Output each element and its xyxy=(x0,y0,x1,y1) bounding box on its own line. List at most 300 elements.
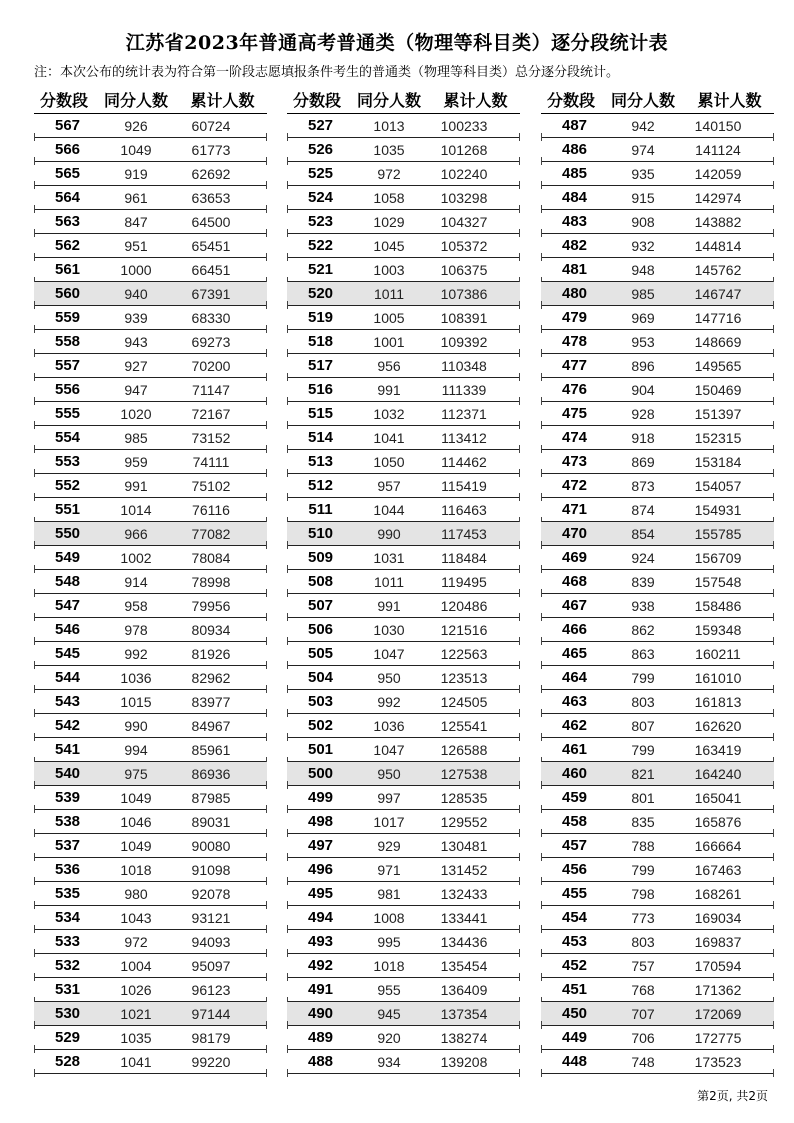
count-cell: 939 xyxy=(124,309,148,326)
table-row xyxy=(34,618,267,642)
count-cell: 1049 xyxy=(120,789,152,806)
cumulative-cell: 81926 xyxy=(191,645,231,662)
count-cell: 748 xyxy=(631,1053,655,1070)
cumulative-cell: 103298 xyxy=(440,189,488,206)
table-row xyxy=(541,810,774,834)
count-cell: 985 xyxy=(124,429,148,446)
cumulative-cell: 167463 xyxy=(694,861,742,878)
cumulative-cell: 153184 xyxy=(694,453,742,470)
count-cell: 978 xyxy=(124,621,148,638)
score-cell: 555 xyxy=(54,405,81,422)
score-cell: 477 xyxy=(561,357,588,374)
count-cell: 955 xyxy=(377,981,401,998)
table-row xyxy=(34,1002,267,1026)
cumulative-cell: 61773 xyxy=(191,141,231,158)
score-cell: 562 xyxy=(54,237,81,254)
row-tick-left xyxy=(34,1069,35,1077)
score-cell: 563 xyxy=(54,213,81,230)
count-cell: 932 xyxy=(631,237,655,254)
table-row xyxy=(34,594,267,618)
score-cell: 449 xyxy=(561,1029,588,1046)
score-cell: 500 xyxy=(307,765,334,782)
count-cell: 1011 xyxy=(373,285,405,302)
cumulative-cell: 149565 xyxy=(694,357,742,374)
cumulative-cell: 132433 xyxy=(440,885,488,902)
score-cell: 457 xyxy=(561,837,588,854)
score-cell: 448 xyxy=(561,1053,588,1070)
cumulative-cell: 130481 xyxy=(440,837,488,854)
score-cell: 540 xyxy=(54,765,81,782)
header-score: 分数段 xyxy=(546,90,595,110)
table-row xyxy=(34,834,267,858)
table-row xyxy=(287,114,520,138)
cumulative-cell: 133441 xyxy=(440,909,488,926)
cumulative-cell: 66451 xyxy=(191,261,231,278)
cumulative-cell: 128535 xyxy=(440,789,488,806)
count-cell: 926 xyxy=(124,117,148,134)
score-cell: 530 xyxy=(54,1005,81,1022)
score-cell: 502 xyxy=(307,717,334,734)
score-cell: 564 xyxy=(54,189,81,206)
table-row xyxy=(34,570,267,594)
count-cell: 869 xyxy=(631,453,655,470)
table-row xyxy=(34,162,267,186)
count-cell: 1035 xyxy=(120,1029,152,1046)
count-cell: 1017 xyxy=(373,813,405,830)
table-row xyxy=(34,474,267,498)
count-cell: 1001 xyxy=(373,333,405,350)
score-cell: 504 xyxy=(307,669,334,686)
score-cell: 515 xyxy=(307,405,334,422)
cumulative-cell: 124505 xyxy=(440,693,488,710)
count-cell: 799 xyxy=(631,741,655,758)
score-cell: 450 xyxy=(561,1005,588,1022)
cumulative-cell: 107386 xyxy=(440,285,488,302)
count-cell: 799 xyxy=(631,861,655,878)
score-cell: 529 xyxy=(54,1029,81,1046)
cumulative-cell: 146747 xyxy=(694,285,742,302)
count-cell: 1030 xyxy=(373,621,405,638)
count-cell: 1045 xyxy=(373,237,405,254)
table-body xyxy=(34,113,267,1074)
cumulative-cell: 145762 xyxy=(694,261,742,278)
cumulative-cell: 160211 xyxy=(695,645,741,662)
count-cell: 1004 xyxy=(120,957,152,974)
table-row xyxy=(541,210,774,234)
count-cell: 951 xyxy=(124,237,148,254)
score-table-3 xyxy=(541,85,774,1074)
table-row xyxy=(541,570,774,594)
table-row xyxy=(34,546,267,570)
table-row xyxy=(34,930,267,954)
score-cell: 452 xyxy=(561,957,588,974)
cumulative-cell: 150469 xyxy=(694,381,742,398)
count-cell: 1050 xyxy=(373,453,405,470)
cumulative-cell: 148669 xyxy=(694,333,742,350)
table-row xyxy=(34,378,267,402)
table-row xyxy=(541,1026,774,1050)
table-row xyxy=(541,858,774,882)
score-cell: 484 xyxy=(561,189,588,206)
table-row xyxy=(34,282,267,306)
score-cell: 526 xyxy=(307,141,334,158)
table-row xyxy=(541,1050,774,1074)
cumulative-cell: 73152 xyxy=(191,429,231,446)
cumulative-cell: 64500 xyxy=(191,213,231,230)
table-row xyxy=(287,186,520,210)
table-row xyxy=(287,1026,520,1050)
score-cell: 478 xyxy=(561,333,588,350)
score-cell: 485 xyxy=(561,165,588,182)
count-cell: 1047 xyxy=(373,741,405,758)
score-cell: 542 xyxy=(54,717,81,734)
score-tables xyxy=(34,85,774,1075)
count-cell: 908 xyxy=(631,213,655,230)
score-cell: 486 xyxy=(561,141,588,158)
score-cell: 505 xyxy=(307,645,334,662)
table-row xyxy=(287,330,520,354)
count-cell: 1013 xyxy=(373,117,405,134)
table-row xyxy=(541,882,774,906)
score-cell: 508 xyxy=(307,573,334,590)
score-cell: 503 xyxy=(307,693,334,710)
header-cumulative: 累计人数 xyxy=(190,90,255,110)
count-cell: 1011 xyxy=(373,573,405,590)
cumulative-cell: 166664 xyxy=(694,837,742,854)
score-cell: 481 xyxy=(561,261,588,278)
cumulative-cell: 106375 xyxy=(440,261,488,278)
count-cell: 821 xyxy=(631,765,655,782)
count-cell: 1032 xyxy=(373,405,405,422)
cumulative-cell: 120486 xyxy=(440,597,488,614)
count-cell: 1018 xyxy=(373,957,405,974)
cumulative-cell: 154057 xyxy=(694,477,742,494)
cumulative-cell: 144814 xyxy=(694,237,742,254)
table-row xyxy=(287,522,520,546)
score-cell: 498 xyxy=(307,813,334,830)
count-cell: 928 xyxy=(631,405,655,422)
score-cell: 527 xyxy=(307,117,334,134)
table-row xyxy=(34,810,267,834)
count-cell: 992 xyxy=(377,693,401,710)
cumulative-cell: 121516 xyxy=(440,621,488,638)
cumulative-cell: 97144 xyxy=(191,1005,231,1022)
table-row xyxy=(541,1002,774,1026)
cumulative-cell: 118484 xyxy=(441,549,487,566)
cumulative-cell: 102240 xyxy=(440,165,488,182)
cumulative-cell: 85961 xyxy=(191,741,231,758)
cumulative-cell: 78998 xyxy=(191,573,231,590)
cumulative-cell: 80934 xyxy=(191,621,231,638)
table-row xyxy=(541,714,774,738)
cumulative-cell: 91098 xyxy=(191,861,231,878)
score-cell: 537 xyxy=(54,837,81,854)
table-row xyxy=(541,834,774,858)
score-cell: 492 xyxy=(307,957,334,974)
cumulative-cell: 68330 xyxy=(191,309,231,326)
score-cell: 549 xyxy=(54,549,81,566)
score-cell: 465 xyxy=(561,645,588,662)
cumulative-cell: 165876 xyxy=(694,813,742,830)
count-cell: 966 xyxy=(124,525,148,542)
table-row xyxy=(287,978,520,1002)
score-cell: 490 xyxy=(307,1005,334,1022)
row-tick-left xyxy=(541,1069,542,1077)
count-cell: 1018 xyxy=(120,861,152,878)
count-cell: 874 xyxy=(631,501,655,518)
count-cell: 957 xyxy=(377,477,401,494)
cumulative-cell: 159348 xyxy=(694,621,742,638)
count-cell: 807 xyxy=(631,717,655,734)
count-cell: 847 xyxy=(124,213,148,230)
page-indicator: 第2页, 共2页 xyxy=(697,1089,768,1103)
table-row xyxy=(34,738,267,762)
count-cell: 990 xyxy=(124,717,148,734)
count-cell: 938 xyxy=(631,597,655,614)
table-body xyxy=(541,113,774,1074)
cumulative-cell: 67391 xyxy=(191,285,231,302)
table-row xyxy=(287,834,520,858)
cumulative-cell: 72167 xyxy=(191,405,231,422)
table-row xyxy=(34,402,267,426)
table-row xyxy=(34,522,267,546)
cumulative-cell: 142974 xyxy=(694,189,742,206)
table-row xyxy=(287,498,520,522)
header-score: 分数段 xyxy=(39,90,88,110)
table-row xyxy=(287,642,520,666)
cumulative-cell: 94093 xyxy=(191,933,231,950)
table-row xyxy=(34,426,267,450)
cumulative-cell: 172775 xyxy=(694,1029,742,1046)
score-cell: 532 xyxy=(54,957,81,974)
count-cell: 981 xyxy=(377,885,401,902)
count-cell: 953 xyxy=(631,333,655,350)
table-row xyxy=(541,906,774,930)
table-row xyxy=(34,762,267,786)
cumulative-cell: 63653 xyxy=(191,189,231,206)
table-row xyxy=(541,978,774,1002)
count-cell: 948 xyxy=(631,261,655,278)
table-header xyxy=(287,85,520,113)
table-row xyxy=(34,954,267,978)
score-cell: 491 xyxy=(307,981,334,998)
cumulative-cell: 165041 xyxy=(694,789,742,806)
count-cell: 863 xyxy=(631,645,655,662)
score-cell: 551 xyxy=(54,501,81,518)
score-cell: 558 xyxy=(54,333,81,350)
score-cell: 493 xyxy=(307,933,334,950)
table-row xyxy=(541,162,774,186)
table-row xyxy=(541,234,774,258)
score-cell: 560 xyxy=(54,285,81,302)
table-row xyxy=(287,426,520,450)
score-cell: 553 xyxy=(54,453,81,470)
table-row xyxy=(287,786,520,810)
cumulative-cell: 125541 xyxy=(440,717,488,734)
count-cell: 1036 xyxy=(373,717,405,734)
score-cell: 548 xyxy=(54,573,81,590)
table-row xyxy=(541,738,774,762)
table-row xyxy=(287,882,520,906)
cumulative-cell: 171362 xyxy=(694,981,742,998)
score-cell: 534 xyxy=(54,909,81,926)
count-cell: 1031 xyxy=(373,549,405,566)
table-row xyxy=(541,690,774,714)
count-cell: 972 xyxy=(377,165,401,182)
count-cell: 788 xyxy=(631,837,655,854)
score-cell: 467 xyxy=(561,597,588,614)
score-cell: 497 xyxy=(307,837,334,854)
cumulative-cell: 108391 xyxy=(440,309,488,326)
count-cell: 972 xyxy=(124,933,148,950)
score-cell: 463 xyxy=(561,693,588,710)
table-row xyxy=(541,474,774,498)
cumulative-cell: 131452 xyxy=(440,861,488,878)
cumulative-cell: 76116 xyxy=(192,501,230,518)
count-cell: 919 xyxy=(124,165,148,182)
count-cell: 990 xyxy=(377,525,401,542)
score-cell: 473 xyxy=(561,453,588,470)
table-row xyxy=(287,930,520,954)
score-cell: 538 xyxy=(54,813,81,830)
score-cell: 511 xyxy=(308,501,333,518)
header-count: 同分人数 xyxy=(356,90,421,110)
cumulative-cell: 111339 xyxy=(441,381,487,398)
count-cell: 896 xyxy=(631,357,655,374)
cumulative-cell: 114462 xyxy=(441,453,487,470)
cumulative-cell: 142059 xyxy=(694,165,742,182)
count-cell: 904 xyxy=(631,381,655,398)
table-row xyxy=(287,306,520,330)
count-cell: 873 xyxy=(631,477,655,494)
cumulative-cell: 62692 xyxy=(191,165,231,182)
count-cell: 914 xyxy=(124,573,148,590)
cumulative-cell: 99220 xyxy=(191,1053,231,1070)
count-cell: 947 xyxy=(124,381,148,398)
count-cell: 1002 xyxy=(120,549,152,566)
cumulative-cell: 143882 xyxy=(694,213,742,230)
cumulative-cell: 89031 xyxy=(191,813,231,830)
table-row xyxy=(287,570,520,594)
count-cell: 1041 xyxy=(373,429,405,446)
cumulative-cell: 116463 xyxy=(441,501,487,518)
cumulative-cell: 100233 xyxy=(440,117,488,134)
count-cell: 991 xyxy=(377,381,401,398)
count-cell: 927 xyxy=(124,357,148,374)
table-row xyxy=(541,786,774,810)
score-cell: 547 xyxy=(54,597,81,614)
score-cell: 565 xyxy=(54,165,81,182)
score-table-2 xyxy=(287,85,520,1074)
cumulative-cell: 77082 xyxy=(191,525,231,542)
table-row xyxy=(541,186,774,210)
page-title: 江苏省2023年普通高考普通类（物理等科目类）逐分段统计表 xyxy=(125,32,669,54)
count-cell: 803 xyxy=(631,933,655,950)
count-cell: 940 xyxy=(124,285,148,302)
count-cell: 943 xyxy=(124,333,148,350)
cumulative-cell: 151397 xyxy=(694,405,742,422)
table-body xyxy=(287,113,520,1074)
score-cell: 507 xyxy=(307,597,334,614)
cumulative-cell: 173523 xyxy=(694,1053,742,1070)
header-cumulative: 累计人数 xyxy=(443,90,508,110)
table-row xyxy=(287,1050,520,1074)
table-row xyxy=(541,930,774,954)
table-row xyxy=(287,690,520,714)
count-cell: 1047 xyxy=(373,645,405,662)
cumulative-cell: 136409 xyxy=(440,981,488,998)
count-cell: 706 xyxy=(631,1029,655,1046)
table-row xyxy=(287,738,520,762)
table-row xyxy=(541,354,774,378)
table-row xyxy=(287,714,520,738)
score-cell: 461 xyxy=(561,741,588,758)
table-row xyxy=(541,618,774,642)
score-cell: 535 xyxy=(54,885,81,902)
table-row xyxy=(541,450,774,474)
cumulative-cell: 139208 xyxy=(440,1053,488,1070)
table-row xyxy=(287,762,520,786)
score-cell: 455 xyxy=(561,885,588,902)
cumulative-cell: 109392 xyxy=(440,333,488,350)
count-cell: 920 xyxy=(377,1029,401,1046)
cumulative-cell: 78084 xyxy=(191,549,231,566)
count-cell: 975 xyxy=(124,765,148,782)
cumulative-cell: 65451 xyxy=(191,237,231,254)
score-cell: 476 xyxy=(561,381,588,398)
table-row xyxy=(541,306,774,330)
count-cell: 799 xyxy=(631,669,655,686)
score-cell: 518 xyxy=(307,333,334,350)
score-cell: 488 xyxy=(307,1053,334,1070)
score-cell: 479 xyxy=(561,309,588,326)
cumulative-cell: 162620 xyxy=(694,717,742,734)
table-row xyxy=(34,642,267,666)
table-row xyxy=(541,378,774,402)
count-cell: 1008 xyxy=(373,909,405,926)
score-cell: 466 xyxy=(561,621,588,638)
table-row xyxy=(34,882,267,906)
score-cell: 519 xyxy=(307,309,334,326)
count-cell: 1021 xyxy=(120,1005,152,1022)
count-cell: 942 xyxy=(631,117,655,134)
count-cell: 1049 xyxy=(120,837,152,854)
count-cell: 1003 xyxy=(373,261,405,278)
score-cell: 554 xyxy=(54,429,81,446)
table-row xyxy=(34,186,267,210)
score-cell: 561 xyxy=(54,261,81,278)
table-row xyxy=(287,234,520,258)
count-cell: 1044 xyxy=(373,501,405,518)
table-row xyxy=(541,546,774,570)
table-row xyxy=(287,402,520,426)
count-cell: 1029 xyxy=(373,213,405,230)
table-row xyxy=(34,234,267,258)
table-row xyxy=(541,426,774,450)
table-row xyxy=(34,690,267,714)
count-cell: 1026 xyxy=(120,981,152,998)
cumulative-cell: 86936 xyxy=(191,765,231,782)
score-cell: 469 xyxy=(561,549,588,566)
note-text: 注：本次公布的统计表为符合第一阶段志愿填报条件考生的普通类（物理等科目类）总分逐分段统计。 xyxy=(34,65,620,80)
cumulative-cell: 157548 xyxy=(694,573,742,590)
count-cell: 961 xyxy=(124,189,148,206)
row-tick-left xyxy=(287,1069,288,1077)
score-cell: 483 xyxy=(561,213,588,230)
count-cell: 839 xyxy=(631,573,655,590)
score-cell: 506 xyxy=(307,621,334,638)
cumulative-cell: 98179 xyxy=(191,1029,231,1046)
